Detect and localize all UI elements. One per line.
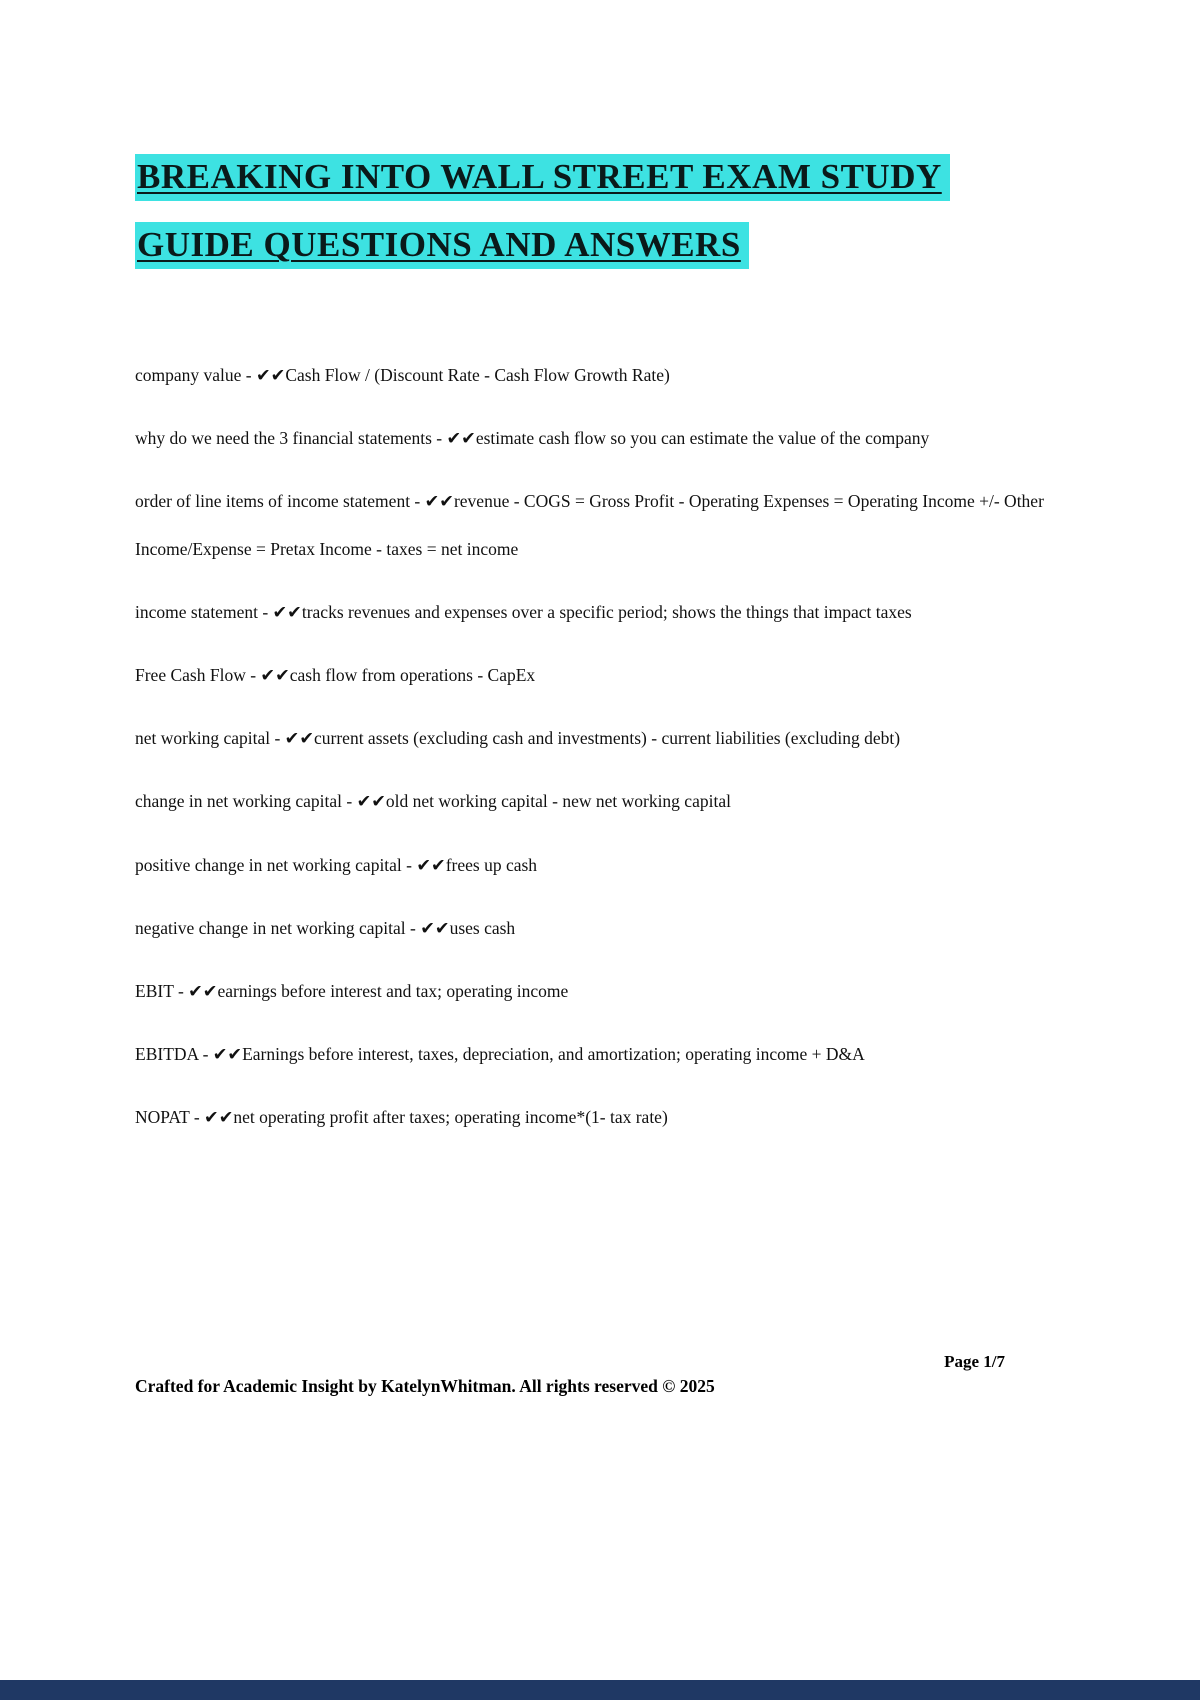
- qa-item: change in net working capital - ✔✔old net working capital - new net working capital: [135, 791, 731, 812]
- qa-item: EBITDA - ✔✔Earnings before interest, taxes, depreciation, and amortization; operating income + D&A: [135, 1043, 865, 1064]
- qa-item: Free Cash Flow - ✔✔cash flow from operations - CapEx: [135, 665, 536, 686]
- qa-item: NOPAT - ✔✔net operating profit after taxes; operating income*(1- tax rate): [135, 1107, 668, 1127]
- page-footer: [0, 1352, 1200, 1397]
- qa-item: net working capital - ✔✔current assets (excluding cash and investments) - current liabilities (excluding debt): [135, 728, 901, 749]
- qa-item: EBIT - ✔✔earnings before interest and tax; operating income: [135, 980, 569, 1001]
- title-line-wrap: [135, 218, 1095, 272]
- qa-item: positive change in net working capital - ✔✔frees up cash: [135, 854, 538, 875]
- qa-item: company value - ✔✔Cash Flow / (Discount Rate - Cash Flow Growth Rate): [135, 364, 670, 385]
- qa-item: income statement - ✔✔tracks revenues and expenses over a specific period; shows the things that impact taxes: [135, 602, 912, 622]
- title-line-wrap: [135, 150, 1095, 204]
- title-line: GUIDE QUESTIONS AND ANSWERS: [135, 222, 749, 269]
- title-line: BREAKING INTO WALL STREET EXAM STUDY: [135, 154, 950, 201]
- qa-list: [135, 351, 1095, 1142]
- copyright-text: Crafted for Academic Insight by KatelynWhitman. All rights reserved © 2025: [135, 1376, 715, 1396]
- page-number-label: Page 1/7: [944, 1352, 1005, 1371]
- qa-item: order of line items of income statement - ✔✔revenue - COGS = Gross Profit - Operating Expenses = Operating Income +/- Other Income/Expense = Pretax Income - taxes = net income: [135, 490, 1044, 559]
- bottom-bar: [0, 1680, 1200, 1700]
- qa-item: why do we need the 3 financial statements - ✔✔estimate cash flow so you can estimate the value of the company: [135, 427, 930, 448]
- document-title: [135, 150, 1095, 273]
- qa-item: negative change in net working capital - ✔✔uses cash: [135, 917, 516, 938]
